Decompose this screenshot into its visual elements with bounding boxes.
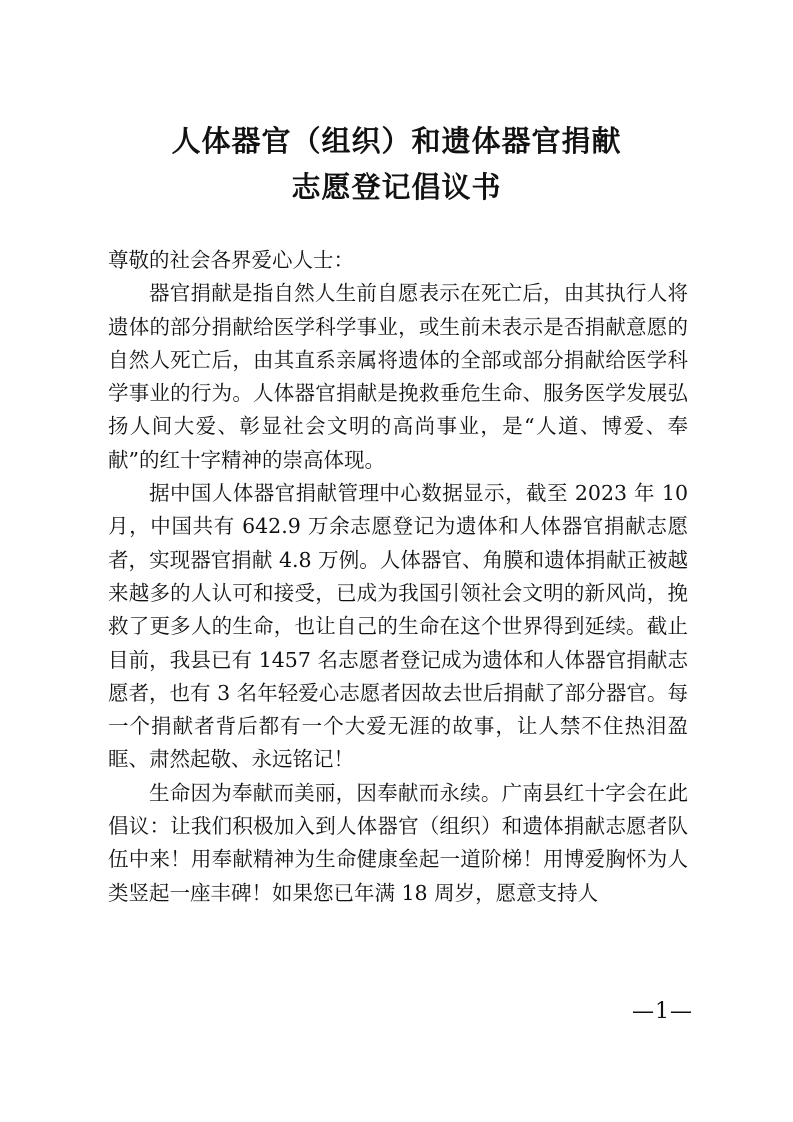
salutation: 尊敬的社会各界爱心人士：	[108, 248, 354, 272]
paragraph-3: 生命因为奉献而美丽，因奉献而永续。广南县红十字会在此倡议：让我们积极加入到人体器官（组织）和遗体捐献志愿者队伍中来！用奉献精神为生命健康垒起一道阶梯！用博爱胸怀为人类竖起一座丰碑！如果您已年满 18 周岁，愿意支持人	[108, 780, 688, 905]
paragraph-2: 据中国人体器官捐献管理中心数据显示，截至 2023 年 10 月，中国共有 642.9 万余志愿登记为遗体和人体器官捐献志愿者，实现器官捐献 4.8 万例。人体器官、角膜和遗体捐献正被越来越多的人认可和接受，已成为我国引领社会文明的新风尚，挽救了更多人的生命，也让自己的生命在这个世界得到延续。截止目前，我县已有 1457 名志愿者登记成为遗体和人体器官捐献志愿者，也有 3 名年轻爱心志愿者因故去世后捐献了部分器官。每一个捐献者背后都有一个大爱无涯的故事，让人禁不住热泪盈眶、肃然起敬、永远铭记！	[108, 481, 688, 772]
page-number: —1—	[632, 999, 693, 1024]
document-body	[108, 244, 688, 910]
paragraph-1: 器官捐献是指自然人生前自愿表示在死亡后，由其执行人将遗体的部分捐献给医学科学事业，或生前未表示是否捐献意愿的自然人死亡后，由其直系亲属将遗体的全部或部分捐献给医学科学事业的行为。人体器官捐献是挽救垂危生命、服务医学发展弘扬人间大爱、彰显社会文明的高尚事业，是“人道、博爱、奉献”的红十字精神的崇高体现。	[108, 281, 688, 472]
document-title-line-1: 人体器官（组织）和遗体器官捐献	[171, 124, 622, 158]
document-title-line-2: 志愿登记倡议书	[291, 170, 502, 204]
